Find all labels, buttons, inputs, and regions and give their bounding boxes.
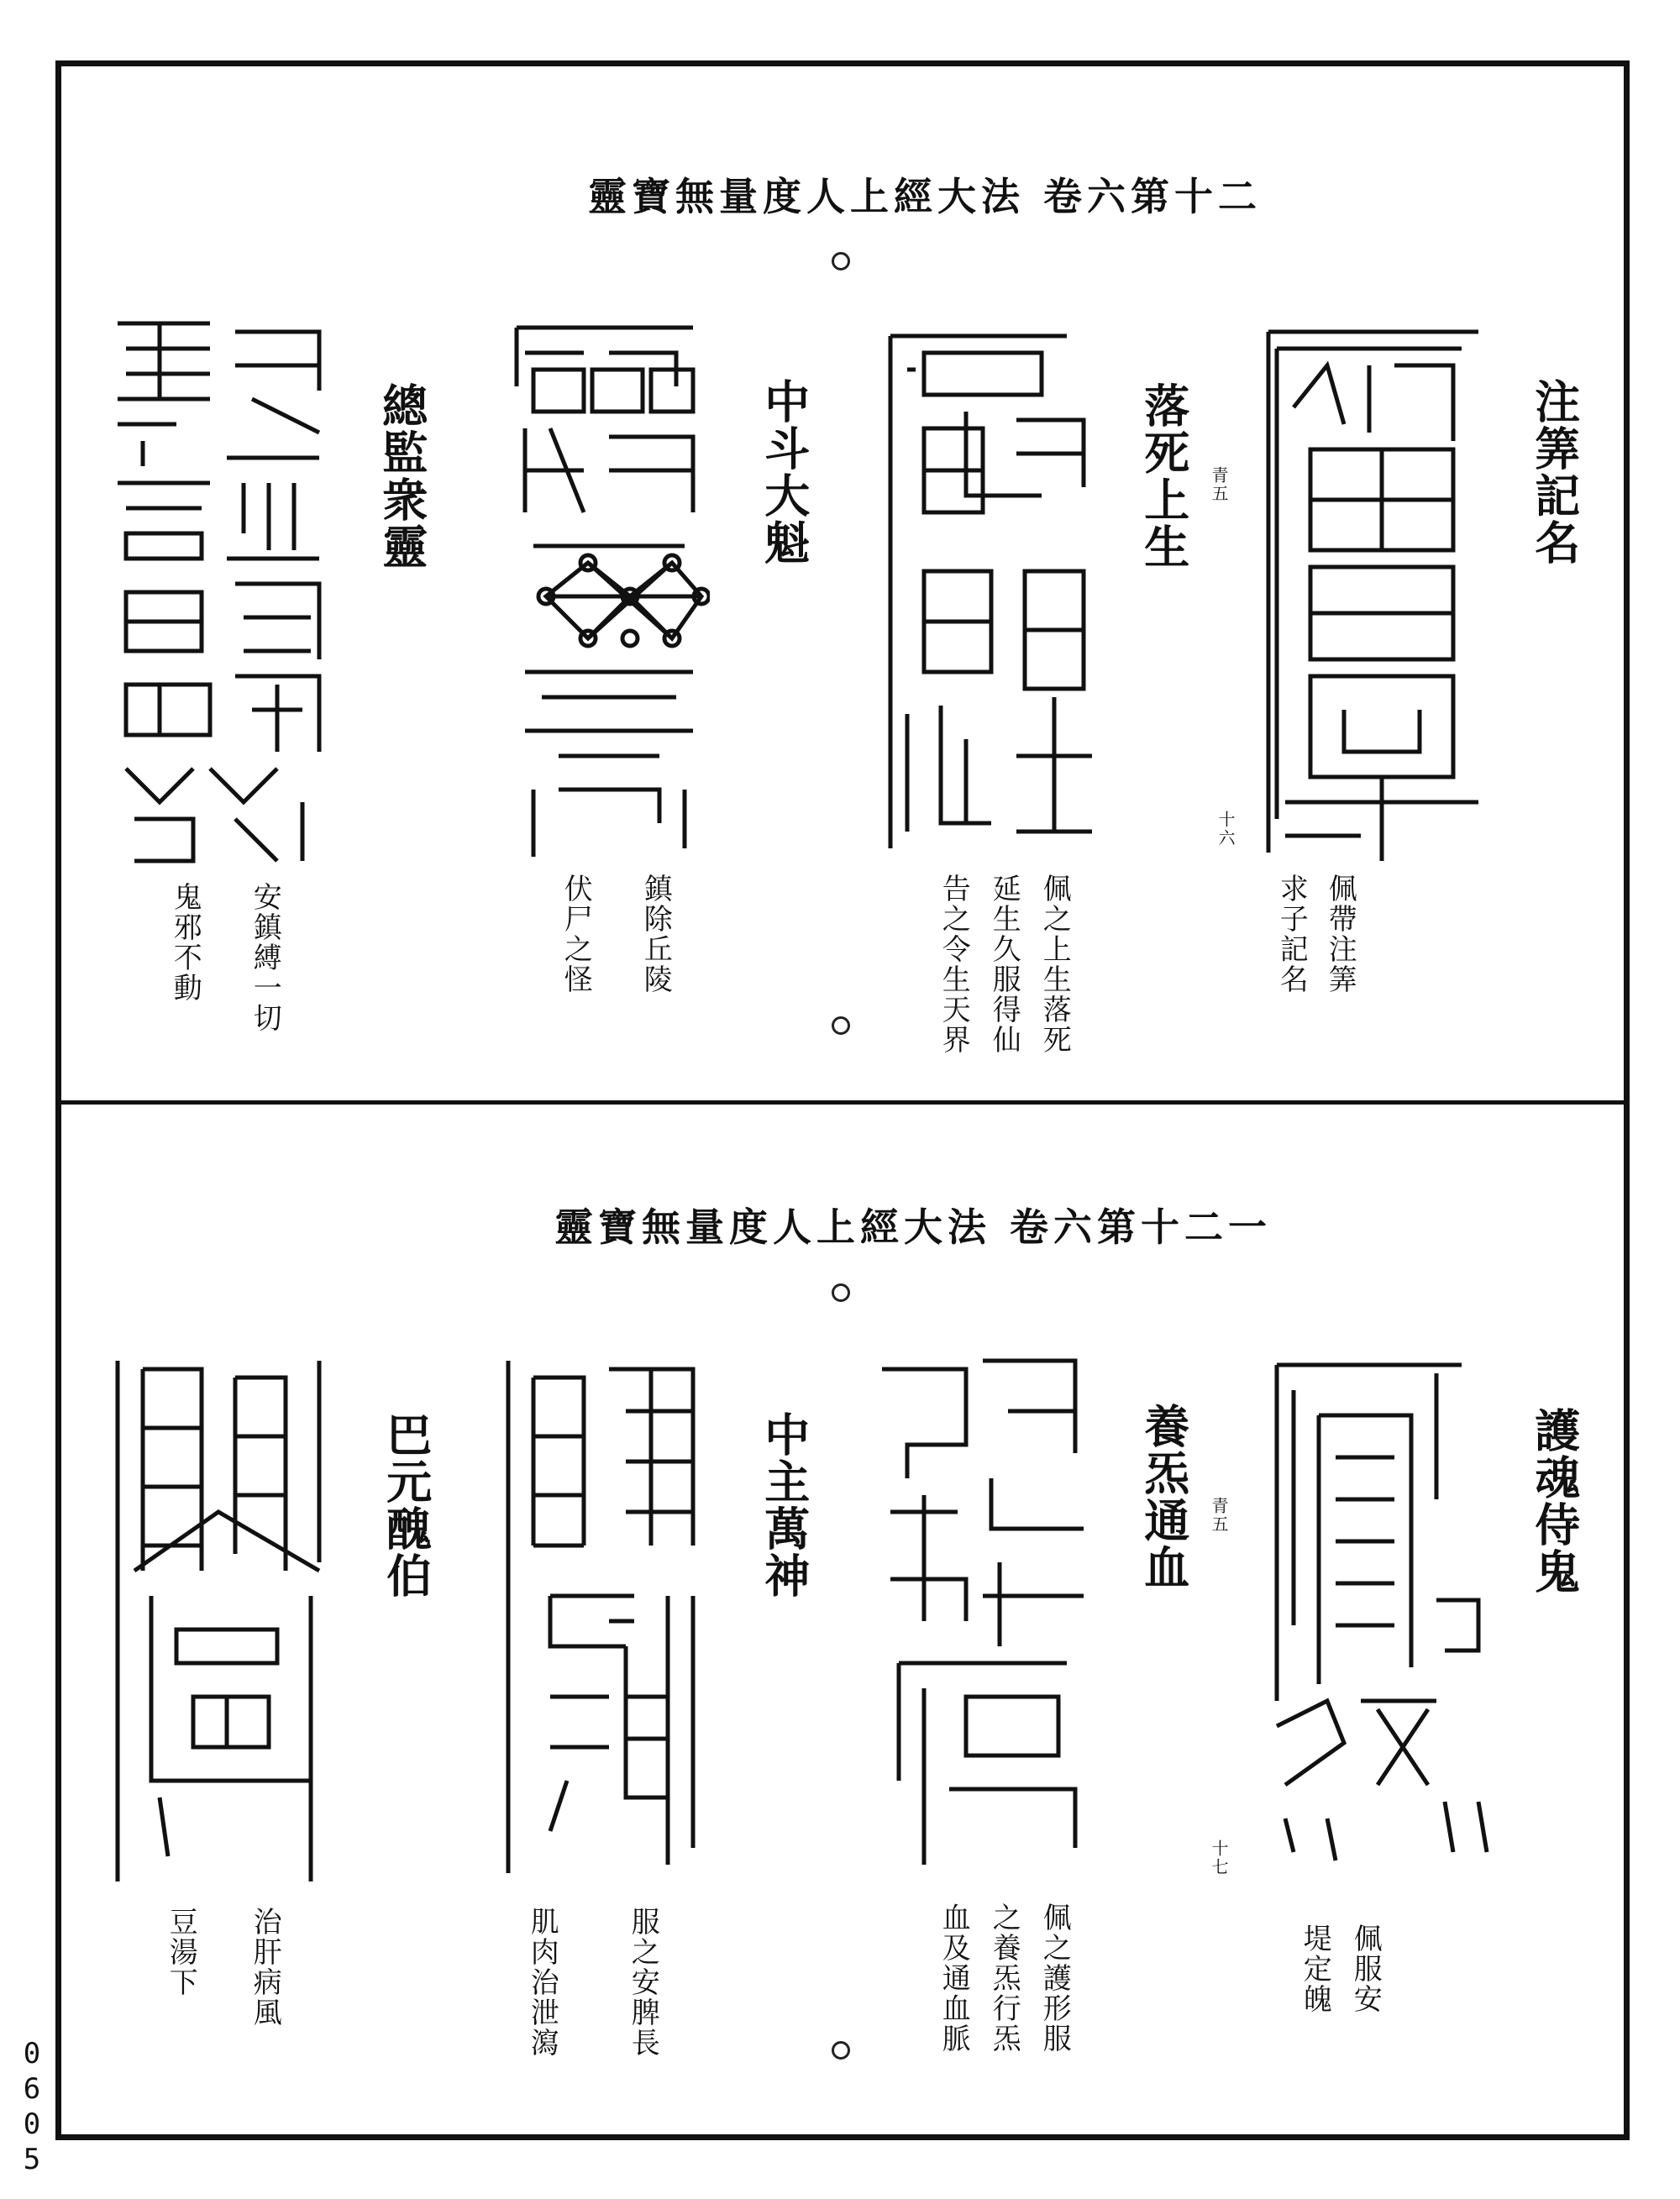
talisman-title: 巴元醜伯: [379, 1411, 433, 1599]
talisman-note-line: 延生久服得仙: [987, 874, 1021, 1055]
talisman-side-mark: 青五: [1209, 466, 1229, 503]
bottom-circle-1: [832, 1283, 850, 1302]
talisman-note-line: 服之安脾長: [626, 1907, 660, 2058]
talisman-note-line: 求子記名: [1274, 874, 1309, 995]
talisman-note-line: 血及通血脈: [937, 1902, 971, 2054]
talisman-note-line: 堤定魄: [1298, 1923, 1332, 2014]
talisman-seal-2: [874, 319, 1100, 857]
talisman-note-line: 治肝病風: [248, 1907, 282, 2028]
bottom-talisman-seal-1: [1268, 1348, 1495, 1869]
top-circle-1: [832, 252, 850, 270]
talisman-note-line: 告之令生天界: [937, 874, 971, 1055]
talisman-note-line: 佩服安: [1348, 1923, 1383, 2014]
talisman-title: 總監衆靈: [375, 382, 429, 570]
talisman-note-line: 伏尸之怪: [559, 874, 593, 995]
talisman-seal-4: [109, 315, 328, 869]
panel-divider: [55, 1100, 1630, 1105]
talisman-title: 注筭記名: [1527, 378, 1582, 566]
bottom-circle-2: [832, 2041, 850, 2060]
talisman-note-line: 佩帶注筭: [1323, 874, 1357, 995]
talisman-title: 中主萬神: [757, 1411, 811, 1599]
talisman-side-mark: 十六: [1215, 811, 1236, 848]
talisman-title: 護魂侍鬼: [1527, 1407, 1582, 1595]
bottom-talisman-seal-2: [874, 1344, 1092, 1881]
talisman-note-line: 鬼邪不動: [168, 882, 202, 1003]
talisman-note-line: 佩之上生落死: [1037, 874, 1072, 1055]
talisman-note-line: 豆湯下: [164, 1907, 198, 1997]
bottom-talisman-seal-4: [101, 1344, 344, 1890]
talisman-title: 養炁通血: [1137, 1403, 1191, 1591]
talisman-side-mark: 青五: [1209, 1497, 1229, 1534]
bottom-talisman-seal-3: [500, 1344, 710, 1881]
talisman-title: 落死上生: [1137, 382, 1191, 570]
talisman-note-line: 肌肉治泄瀉: [525, 1907, 559, 2058]
talisman-note-line: 佩之護形服: [1037, 1902, 1072, 2054]
talisman-seal-3: [508, 319, 710, 865]
talisman-note-line: 安鎮縛一切: [248, 882, 282, 1033]
page-number: 0605: [15, 2037, 49, 2178]
talisman-side-mark: 十七: [1209, 1839, 1229, 1876]
bottom-header: 靈寶無量度人上經大法 卷六第十二一: [554, 1204, 1273, 1250]
talisman-note-line: 之養炁行炁: [987, 1902, 1021, 2054]
talisman-title: 中斗大魁: [757, 378, 811, 566]
top-circle-2: [832, 1016, 850, 1035]
top-header: 靈寶無量度人上經大法 卷六第十二: [588, 174, 1263, 219]
talisman-note-line: 鎮除丘陵: [638, 874, 673, 995]
talisman-seal-1: [1260, 315, 1495, 861]
